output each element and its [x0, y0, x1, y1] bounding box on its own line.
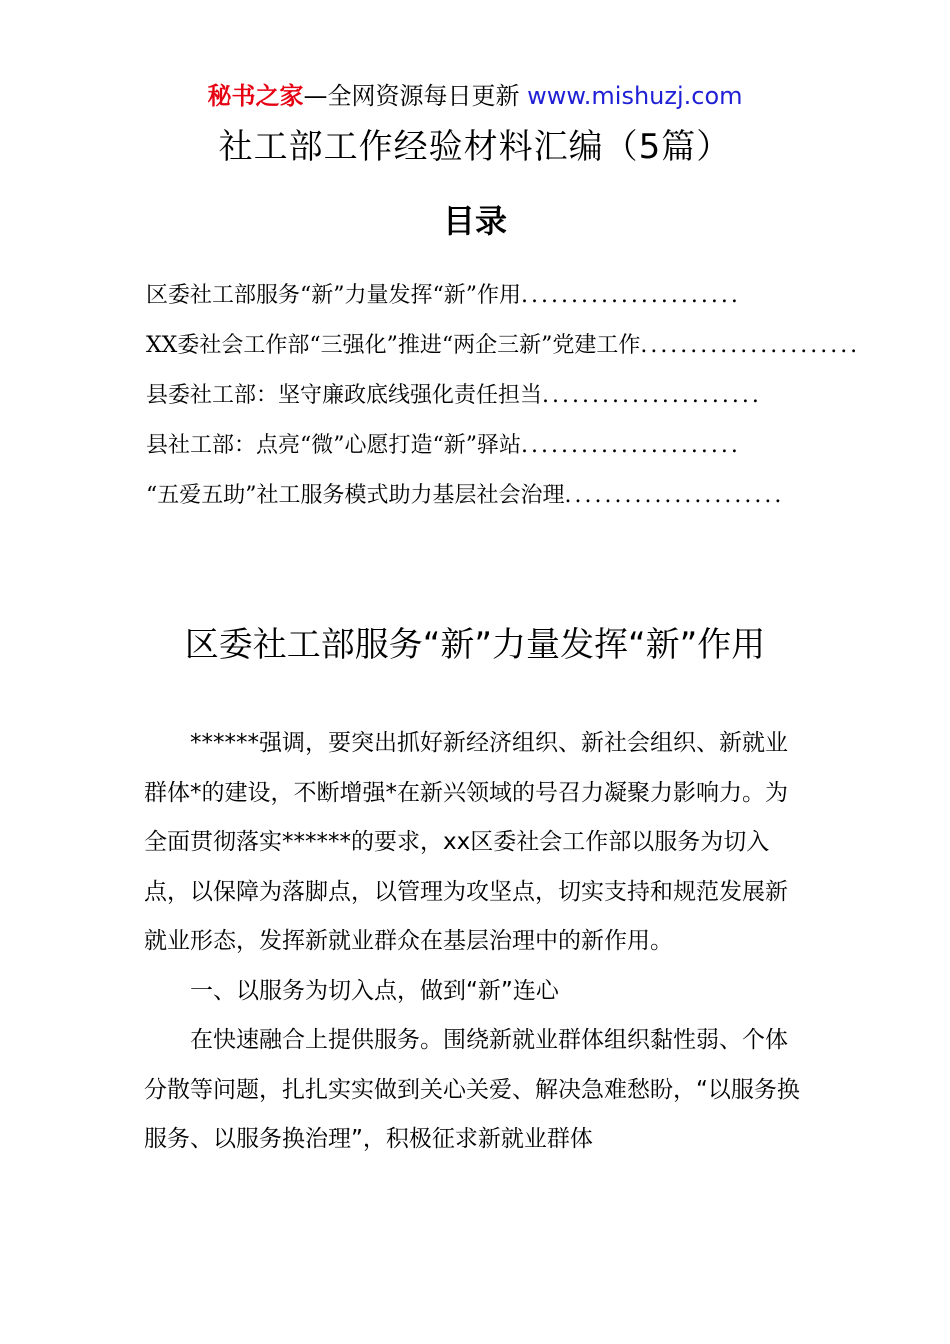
table-of-contents	[146, 276, 950, 526]
document-title: 社工部工作经验材料汇编（5篇）	[218, 127, 732, 167]
body-paragraph: ******强调，要突出抓好新经济组织、新社会组织、新就业群体*的建设，不断增强*在新兴领域的号召力凝聚力影响力。为全面贯彻落实******的要求，xx区委社会工作部以服务为切入点，以保障为落脚点，以管理为攻坚点，切实支持和规范发展新就业形态，发挥新就业群众在基层治理中的新作用。	[144, 730, 788, 954]
toc-leader-dots: ......................	[521, 283, 741, 308]
toc-entry[interactable]	[146, 476, 950, 526]
toc-leader-dots: ......................	[521, 433, 741, 458]
toc-leader-dots: ......................	[542, 383, 762, 408]
site-header	[0, 80, 950, 112]
toc-entry[interactable]	[146, 276, 950, 326]
toc-leader-dots: ......................	[640, 333, 861, 358]
toc-entry[interactable]	[146, 426, 950, 476]
toc-entry[interactable]	[146, 376, 950, 426]
body-paragraph: 在快速融合上提供服务。围绕新就业群体组织黏性弱、个体分散等问题，扎扎实实做到关心关爱、解决急难愁盼，“以服务换服务、以服务换治理”，积极征求新就业群体	[144, 1027, 800, 1152]
toc-entry-title: 县委社工部：坚守廉政底线强化责任担当	[146, 383, 543, 408]
toc-entry[interactable]	[146, 326, 950, 376]
site-url-link[interactable]: www.mishuzj.com	[527, 82, 743, 110]
article-body	[144, 719, 808, 1165]
section-heading: 一、以服务为切入点，做到“新”连心	[190, 977, 559, 1004]
brand-name: 秘书之家	[207, 82, 304, 110]
article-title: 区委社工部服务“新”力量发挥“新”作用	[184, 625, 766, 665]
toc-entry-title: “五爱五助”社工服务模式助力基层社会治理	[146, 483, 565, 508]
toc-leader-dots: ......................	[564, 483, 785, 508]
toc-entry-title: XX委社会工作部“三强化”推进“两企三新”党建工作	[146, 333, 641, 358]
toc-entry-title: 区委社工部服务“新”力量发挥“新”作用	[146, 283, 521, 308]
site-tagline: —全网资源每日更新	[303, 82, 528, 110]
toc-entry-title: 县社工部：点亮“微”心愿打造“新”驿站	[146, 433, 521, 458]
toc-heading: 目录	[442, 202, 507, 240]
